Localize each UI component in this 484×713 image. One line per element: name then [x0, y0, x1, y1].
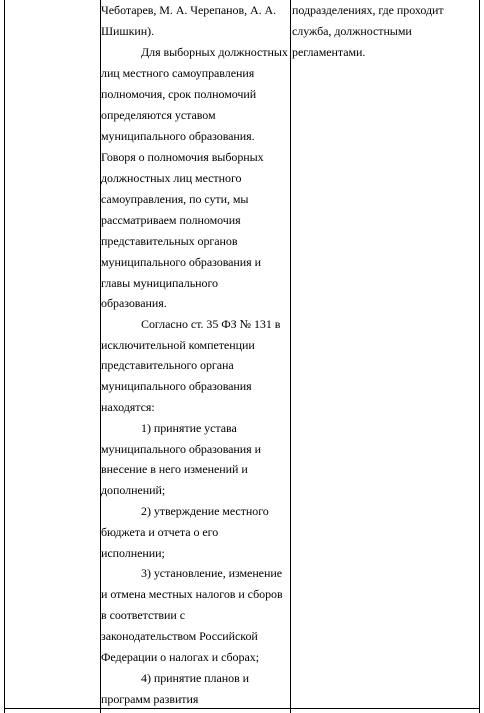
text-line: определяются уставом — [101, 108, 216, 122]
list-item-start: 4) принятие планов и — [141, 671, 250, 685]
paragraph-start: Согласно ст. 35 ФЗ № 131 в — [141, 317, 281, 331]
text-line: Шишкин). — [101, 24, 155, 38]
text-line: представительного органа — [101, 358, 234, 372]
text-line: муниципального образования. — [101, 129, 255, 143]
text-line: бюджета и отчета о его — [101, 525, 219, 539]
text-line: регламентами. — [292, 45, 366, 59]
text-line: дополнений; — [101, 483, 166, 497]
text-line: Федерации о налогах и сборах; — [101, 650, 259, 664]
paragraph-start: Для выборных должностных — [141, 45, 288, 59]
text-line: муниципального образования и — [101, 255, 261, 269]
text-line: Чеботарев, М. А. Черепанов, А. А. — [101, 3, 277, 17]
text-line: муниципального образования и — [101, 442, 261, 456]
text-line: лиц местного самоуправления — [101, 66, 255, 80]
text-line: самоуправления, по сути, мы — [101, 192, 249, 206]
list-item-start: 3) установление, изменение — [141, 566, 282, 580]
table-column-right — [292, 0, 480, 713]
text-line: внесение в него изменений и — [101, 462, 248, 476]
text-line: исключительной компетенции — [101, 338, 255, 352]
text-line: представительных органов — [101, 234, 238, 248]
text-line: служба, должностными — [292, 24, 412, 38]
text-line: Говоря о полномочия выборных — [101, 150, 264, 164]
text-line: и отмена местных налогов и сборов — [101, 587, 283, 601]
text-line: исполнении; — [101, 546, 165, 560]
text-line: программ развития — [101, 692, 199, 706]
text-line: главы муниципального — [101, 276, 218, 290]
text-line: находятся: — [101, 400, 155, 414]
document-table — [4, 0, 480, 713]
text-line: рассматриваем полномочия — [101, 213, 241, 227]
text-line: должностных лиц местного — [101, 171, 242, 185]
list-item-start: 2) утверждение местного — [141, 504, 269, 518]
text-line: подразделениях, где проходит — [292, 3, 444, 17]
text-line: законодательством Российской — [101, 629, 258, 643]
table-column-left — [4, 0, 101, 713]
text-line: образования. — [101, 296, 167, 310]
text-line: муниципального образования — [101, 379, 252, 393]
text-line: полномочия, срок полномочий — [101, 87, 257, 101]
table-bottom-border — [4, 708, 480, 709]
table-column-middle — [101, 0, 291, 713]
text-line: в соответствии с — [101, 608, 185, 622]
list-item-start: 1) принятие устава — [141, 421, 237, 435]
